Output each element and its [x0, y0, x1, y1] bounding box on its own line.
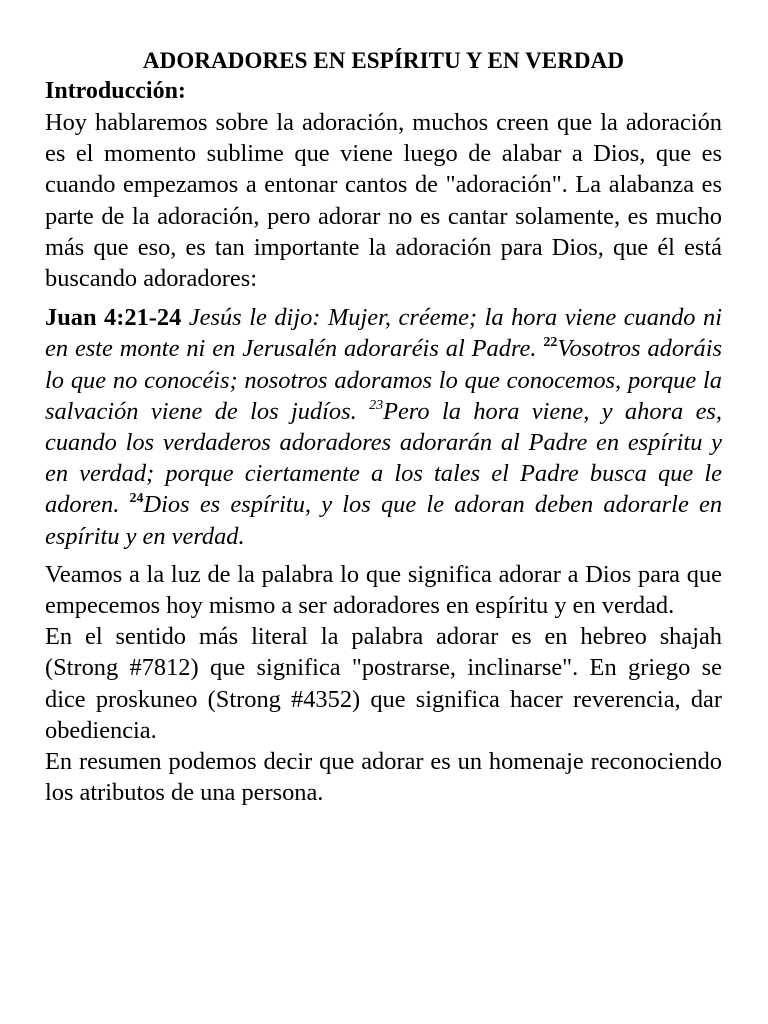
- verse-number-24: 24: [129, 491, 144, 507]
- verse-21-text: Jesús le dijo: Mujer, créeme; la hora viene cuando ni en este monte ni en Jerusalén adoraréis al Padre.: [45, 304, 723, 363]
- body-paragraph-4: En resumen podemos decir que adorar es un homenaje reconociendo los atributos de una persona.: [45, 748, 722, 807]
- verse-22-text: Vosotros adoráis lo que no conocéis; nosotros adoramos lo que conocemos, porque la salvación viene de los judíos.: [45, 335, 722, 425]
- verse-number-23: 23: [369, 397, 384, 413]
- verse-23-text: Pero la hora viene, y ahora es, cuando los verdaderos adoradores adorarán al Padre en espíritu y en verdad; porque ciertamente a los tales el Padre busca que le adoren.: [45, 397, 723, 519]
- page-title: ADORADORES EN ESPÍRITU Y EN VERDAD: [142, 48, 625, 73]
- scripture-passage: [45, 302, 722, 552]
- scripture-reference: Juan 4:21-24: [45, 304, 182, 332]
- body-paragraph-2: Veamos a la luz de la palabra lo que significa adorar a Dios para que empecemos hoy mismo a ser adoradores en espíritu y en verdad.: [45, 560, 722, 620]
- section-heading: Introducción:: [45, 78, 186, 104]
- verse-24-text: Dios es espíritu, y los que le adoran deben adorarle en espíritu y en verdad.: [45, 491, 723, 550]
- body-paragraph-3: En el sentido más literal la palabra adorar es en hebreo shajah (Strong #7812) que significa "postrarse, inclinarse". En griego se dice proskuneo (Strong #4352) que significa hacer reverencia, dar obediencia.: [45, 623, 722, 744]
- verse-number-22: 22: [543, 335, 558, 351]
- intro-paragraph: Hoy hablaremos sobre la adoración, muchos creen que la adoración es el momento sublime que viene luego de alabar a Dios, que es cuando empezamos a entonar cantos de "adoración". La alabanza es parte de la adoración, pero adorar no es cantar solamente, es mucho más que eso, es tan importante la adoración para Dios, que él está buscando adoradores:: [45, 109, 722, 293]
